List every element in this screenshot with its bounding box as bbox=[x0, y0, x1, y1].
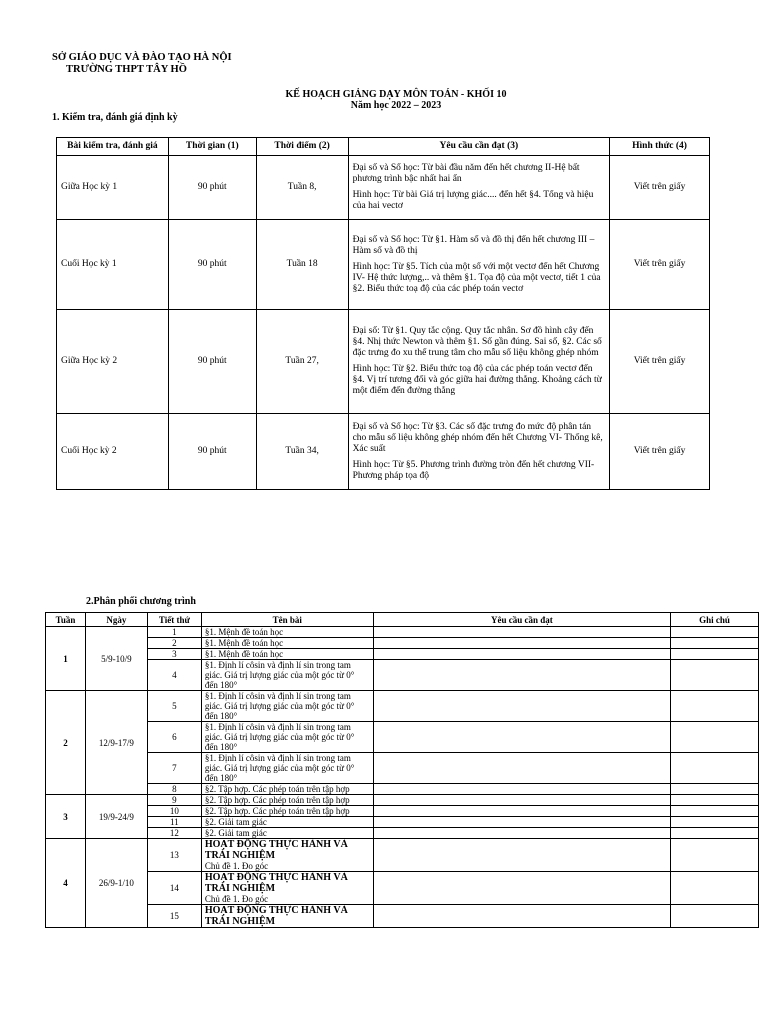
table-row bbox=[46, 795, 759, 806]
requirement-text: Đại số và Số học: Từ bài đầu năm đến hết chương II-Hệ bất phương trình bậc nhất hai ẩn bbox=[352, 163, 580, 184]
lesson-text: §1. Mệnh đề toán học bbox=[204, 638, 284, 648]
lesson-requirements bbox=[373, 691, 670, 722]
assessment-week: Tuần 18 bbox=[256, 220, 348, 310]
assessment-header-row bbox=[57, 138, 710, 156]
table-row bbox=[46, 660, 759, 691]
col-header: Tuần bbox=[46, 613, 86, 627]
week-number: 4 bbox=[46, 839, 86, 928]
col-header: Tên bài bbox=[201, 613, 373, 627]
lesson-title bbox=[201, 660, 373, 691]
lesson-title bbox=[201, 806, 373, 817]
lesson-number: 6 bbox=[147, 722, 201, 753]
lesson-text: §1. Mệnh đề toán học bbox=[204, 627, 284, 637]
lesson-text: Chủ đề 1. Đo góc bbox=[204, 861, 269, 871]
curriculum-table bbox=[45, 612, 759, 928]
week-dates: 12/9-17/9 bbox=[85, 691, 147, 795]
lesson-requirements bbox=[373, 839, 670, 872]
lesson-notes bbox=[671, 649, 759, 660]
col-header: Thời gian (1) bbox=[168, 138, 256, 156]
assessment-requirements bbox=[348, 220, 610, 310]
assessment-duration: 90 phút bbox=[168, 414, 256, 490]
lesson-notes bbox=[671, 817, 759, 828]
lesson-title bbox=[201, 828, 373, 839]
table-row bbox=[46, 691, 759, 722]
assessment-name: Cuối Học kỳ 1 bbox=[57, 220, 169, 310]
lesson-notes bbox=[671, 660, 759, 691]
table-row bbox=[46, 806, 759, 817]
lesson-requirements bbox=[373, 722, 670, 753]
lesson-number: 14 bbox=[147, 872, 201, 905]
curriculum-header-row bbox=[46, 613, 759, 627]
table-row bbox=[46, 649, 759, 660]
lesson-text: §1. Định lí côsin và định lí sin trong tam giác. Giá trị lượng giác của một góc từ 0° đến 180° bbox=[204, 722, 355, 752]
lesson-text: §1. Định lí côsin và định lí sin trong tam giác. Giá trị lượng giác của một góc từ 0° đến 180° bbox=[204, 753, 355, 783]
lesson-number: 12 bbox=[147, 828, 201, 839]
lesson-text: §2. Tập hợp. Các phép toán trên tập hợp bbox=[204, 784, 350, 794]
requirement-text: Đại số: Từ §1. Quy tắc cộng. Quy tắc nhân. Sơ đồ hình cây đến §4. Nhị thức Newton và thêm §1. Số gần đúng. Sai số, §2. Các số đặc trưng đo xu thế trung tâm cho mẫu số liệu không ghép nhóm bbox=[352, 326, 602, 358]
assessment-requirements bbox=[348, 310, 610, 414]
assessment-format: Viết trên giấy bbox=[610, 156, 710, 220]
col-header: Ghi chú bbox=[671, 613, 759, 627]
lesson-number: 4 bbox=[147, 660, 201, 691]
school-name: TRƯỜNG THPT TÂY HỒ bbox=[66, 64, 187, 75]
lesson-title bbox=[201, 905, 373, 928]
assessment-row bbox=[57, 414, 710, 490]
lesson-requirements bbox=[373, 795, 670, 806]
assessment-requirements bbox=[348, 414, 610, 490]
assessment-week: Tuần 27, bbox=[256, 310, 348, 414]
assessment-duration: 90 phút bbox=[168, 310, 256, 414]
col-header: Ngày bbox=[85, 613, 147, 627]
lesson-title bbox=[201, 649, 373, 660]
lesson-notes bbox=[671, 691, 759, 722]
assessment-row bbox=[57, 310, 710, 414]
lesson-title bbox=[201, 817, 373, 828]
lesson-title bbox=[201, 872, 373, 905]
requirement-text: Đại số và Số học: Từ §1. Hàm số và đồ thị đến hết chương III – Hàm số và đồ thị bbox=[352, 234, 595, 256]
assessment-name: Cuối Học kỳ 2 bbox=[57, 414, 169, 490]
lesson-text: §2. Giải tam giác bbox=[204, 817, 267, 827]
assessment-name: Giữa Học kỳ 1 bbox=[57, 156, 169, 220]
lesson-title bbox=[201, 839, 373, 872]
lesson-number: 7 bbox=[147, 753, 201, 784]
col-header: Yêu cầu cần đạt bbox=[373, 613, 670, 627]
requirement-text: Hình học: Từ §5. Tích của một số với một vectơ đến hết Chương IV- Hệ thức lượng,.. và thêm §1. Tọa độ của một vectơ, tiết 1 của §2. Biểu thức toạ độ của các phép toán vectơ bbox=[352, 261, 601, 294]
lesson-number: 10 bbox=[147, 806, 201, 817]
table-row bbox=[46, 839, 759, 872]
lesson-text: §2. Tập hợp. Các phép toán trên tập hợp bbox=[204, 795, 350, 805]
lesson-text: §2. Tập hợp. Các phép toán trên tập hợp bbox=[204, 806, 350, 816]
lesson-heading: HOẠT ĐỘNG THỰC HÀNH VÀ TRẢI NGHIỆM bbox=[204, 905, 348, 927]
table-row bbox=[46, 784, 759, 795]
table-row bbox=[46, 722, 759, 753]
lesson-notes bbox=[671, 795, 759, 806]
col-header: Hình thức (4) bbox=[610, 138, 710, 156]
assessment-duration: 90 phút bbox=[168, 156, 256, 220]
table-row bbox=[46, 828, 759, 839]
lesson-requirements bbox=[373, 649, 670, 660]
lesson-notes bbox=[671, 828, 759, 839]
lesson-requirements bbox=[373, 627, 670, 638]
lesson-text: §1. Định lí côsin và định lí sin trong tam giác. Giá trị lượng giác của một góc từ 0° đến 180° bbox=[204, 660, 355, 690]
school-year: Năm học 2022 – 2023 bbox=[350, 100, 442, 111]
requirement-text: Hình học: Từ §5. Phương trình đường tròn đến hết chương VII-Phương pháp tọa độ bbox=[352, 459, 595, 481]
lesson-title bbox=[201, 753, 373, 784]
section1-heading: 1. Kiểm tra, đánh giá định kỳ bbox=[52, 112, 178, 123]
assessment-format: Viết trên giấy bbox=[610, 220, 710, 310]
lesson-title bbox=[201, 627, 373, 638]
lesson-text: Chủ đề 1. Đo góc bbox=[204, 894, 269, 904]
assessment-table bbox=[56, 137, 710, 490]
requirement-text: Hình học: Từ bài Giá trị lượng giác.... đến hết §4. Tổng và hiệu của hai vectơ bbox=[352, 190, 594, 211]
col-header: Yêu cầu cần đạt (3) bbox=[348, 138, 610, 156]
lesson-number: 1 bbox=[147, 627, 201, 638]
requirement-text: Đại số và Số học: Từ §3. Các số đặc trưng đo mức độ phân tán cho mẫu số liệu không ghép nhóm đến hết Chương VI- Thống kê, Xác suất bbox=[352, 421, 603, 454]
lesson-title bbox=[201, 691, 373, 722]
lesson-requirements bbox=[373, 753, 670, 784]
week-dates: 5/9-10/9 bbox=[85, 627, 147, 691]
lesson-notes bbox=[671, 905, 759, 928]
assessment-row bbox=[57, 156, 710, 220]
lesson-number: 5 bbox=[147, 691, 201, 722]
week-number: 3 bbox=[46, 795, 86, 839]
lesson-title bbox=[201, 795, 373, 806]
week-dates: 19/9-24/9 bbox=[85, 795, 147, 839]
lesson-notes bbox=[671, 784, 759, 795]
lesson-number: 3 bbox=[147, 649, 201, 660]
week-dates: 26/9-1/10 bbox=[85, 839, 147, 928]
week-number: 2 bbox=[46, 691, 86, 795]
week-number: 1 bbox=[46, 627, 86, 691]
requirement-text: Hình học: Từ §2. Biểu thức toạ độ của các phép toán vectơ đến §4. Vị trí tương đối và góc giữa hai đường thẳng. Khoảng cách từ một điểm đến đường thẳng bbox=[352, 364, 602, 396]
col-header: Thời điểm (2) bbox=[256, 138, 348, 156]
lesson-title bbox=[201, 638, 373, 649]
lesson-notes bbox=[671, 806, 759, 817]
lesson-number: 13 bbox=[147, 839, 201, 872]
lesson-heading: HOẠT ĐỘNG THỰC HÀNH VÀ TRẢI NGHIỆM bbox=[204, 839, 348, 861]
table-row bbox=[46, 817, 759, 828]
lesson-notes bbox=[671, 753, 759, 784]
lesson-notes bbox=[671, 627, 759, 638]
department-name: SỞ GIÁO DỤC VÀ ĐÀO TẠO HÀ NỘI bbox=[52, 52, 232, 63]
lesson-notes bbox=[671, 638, 759, 649]
lesson-requirements bbox=[373, 638, 670, 649]
col-header: Bài kiểm tra, đánh giá bbox=[57, 138, 169, 156]
col-header: Tiết thứ bbox=[147, 613, 201, 627]
lesson-text: §1. Mệnh đề toán học bbox=[204, 649, 284, 659]
assessment-week: Tuần 34, bbox=[256, 414, 348, 490]
assessment-duration: 90 phút bbox=[168, 220, 256, 310]
table-row bbox=[46, 905, 759, 928]
table-row bbox=[46, 638, 759, 649]
table-row bbox=[46, 872, 759, 905]
lesson-title bbox=[201, 722, 373, 753]
assessment-requirements bbox=[348, 156, 610, 220]
lesson-requirements bbox=[373, 817, 670, 828]
lesson-number: 15 bbox=[147, 905, 201, 928]
lesson-number: 11 bbox=[147, 817, 201, 828]
assessment-format: Viết trên giấy bbox=[610, 414, 710, 490]
lesson-notes bbox=[671, 722, 759, 753]
lesson-requirements bbox=[373, 806, 670, 817]
table-row bbox=[46, 627, 759, 638]
lesson-text: §2. Giải tam giác bbox=[204, 828, 267, 838]
lesson-notes bbox=[671, 872, 759, 905]
document-title: KẾ HOẠCH GIẢNG DẠY MÔN TOÁN - KHỐI 10 bbox=[285, 89, 507, 100]
assessment-week: Tuần 8, bbox=[256, 156, 348, 220]
assessment-format: Viết trên giấy bbox=[610, 310, 710, 414]
lesson-requirements bbox=[373, 828, 670, 839]
lesson-number: 2 bbox=[147, 638, 201, 649]
lesson-heading: HOẠT ĐỘNG THỰC HÀNH VÀ TRẢI NGHIỆM bbox=[204, 872, 348, 894]
lesson-requirements bbox=[373, 784, 670, 795]
section2-heading: 2.Phân phối chương trình bbox=[86, 596, 196, 607]
table-row bbox=[46, 753, 759, 784]
lesson-requirements bbox=[373, 905, 670, 928]
assessment-name: Giữa Học kỳ 2 bbox=[57, 310, 169, 414]
lesson-number: 8 bbox=[147, 784, 201, 795]
assessment-row bbox=[57, 220, 710, 310]
lesson-notes bbox=[671, 839, 759, 872]
lesson-text: §1. Định lí côsin và định lí sin trong tam giác. Giá trị lượng giác của một góc từ 0° đến 180° bbox=[204, 691, 355, 721]
lesson-title bbox=[201, 784, 373, 795]
lesson-requirements bbox=[373, 660, 670, 691]
lesson-requirements bbox=[373, 872, 670, 905]
lesson-number: 9 bbox=[147, 795, 201, 806]
